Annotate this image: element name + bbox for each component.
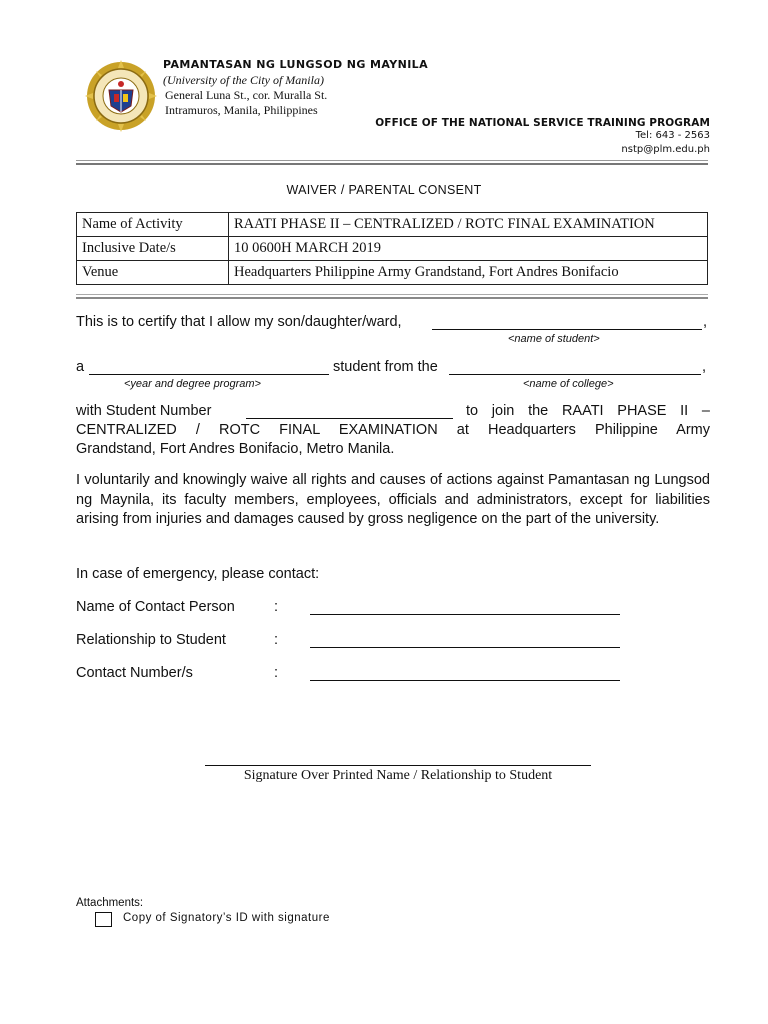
header-divider	[76, 160, 708, 161]
college-hint: <name of college>	[523, 378, 614, 390]
id-copy-checkbox[interactable]	[95, 912, 112, 927]
contact-person-field[interactable]	[310, 614, 620, 615]
table-divider-thick	[76, 297, 708, 299]
relationship-label: Relationship to Student	[76, 632, 226, 648]
waiver-paragraph: I voluntarily and knowingly waive all rights and causes of actions against Pamantasan ng Lungsod ng Maynila, its faculty members, employees, officials and administrators, except for liabilities arising from injuries and damages caused by gross negligence on the part of the university.	[76, 472, 710, 527]
signature-caption: Signature Over Printed Name / Relationship to Student	[243, 768, 553, 783]
university-name: PAMANTASAN NG LUNGSOD NG MAYNILA	[163, 58, 429, 71]
address-line-1: General Luna St., cor. Muralla St.	[165, 88, 328, 102]
venue-label: Venue	[77, 261, 229, 285]
article-a: a	[76, 359, 85, 375]
contact-person-label: Name of Contact Person	[76, 599, 235, 615]
year-degree-hint: <year and degree program>	[124, 378, 261, 390]
signature-field[interactable]	[205, 765, 591, 766]
venue-value: Headquarters Philippine Army Grandstand, Fort Andres Bonifacio	[229, 261, 708, 285]
comma: ,	[702, 359, 707, 375]
join-text: to join the RAATI PHASE II –	[466, 403, 710, 419]
attachment-item: Copy of Signatory’s ID with signature	[123, 912, 330, 924]
student-from-text: student from the	[333, 359, 438, 375]
address-line-2: Intramuros, Manila, Philippines	[165, 103, 318, 117]
relationship-field[interactable]	[310, 647, 620, 648]
attachments-heading: Attachments:	[76, 897, 144, 909]
activity-label: Name of Activity	[77, 213, 229, 237]
student-number-text: with Student Number	[76, 403, 212, 419]
colon: :	[274, 599, 279, 615]
colon: :	[274, 632, 279, 648]
student-name-field[interactable]	[432, 329, 702, 330]
table-row	[77, 213, 708, 237]
email: nstp@plm.edu.ph	[621, 144, 710, 155]
university-english-name: (University of the City of Manila)	[163, 73, 324, 87]
activity-line: CENTRALIZED / ROTC FINAL EXAMINATION at Headquarters Philippine Army	[76, 422, 710, 438]
table-divider	[76, 294, 708, 295]
student-number-field[interactable]	[246, 418, 453, 419]
telephone: Tel: 643 - 2563	[635, 130, 710, 141]
document-title: WAIVER / PARENTAL CONSENT	[286, 183, 482, 197]
date-label: Inclusive Date/s	[77, 237, 229, 261]
colon: :	[274, 665, 279, 681]
activity-table	[76, 212, 708, 285]
student-name-hint: <name of student>	[508, 333, 600, 345]
office-name: OFFICE OF THE NATIONAL SERVICE TRAINING PROGRAM	[375, 117, 710, 129]
emergency-intro: In case of emergency, please contact:	[76, 566, 320, 582]
contact-number-label: Contact Number/s	[76, 665, 193, 681]
table-row	[77, 261, 708, 285]
university-seal-icon	[85, 60, 157, 132]
table-row	[77, 237, 708, 261]
year-degree-field[interactable]	[89, 374, 329, 375]
certify-text: This is to certify that I allow my son/daughter/ward,	[76, 314, 402, 330]
venue-line: Grandstand, Fort Andres Bonifacio, Metro Manila.	[76, 441, 395, 457]
activity-value: RAATI PHASE II – CENTRALIZED / ROTC FINAL EXAMINATION	[229, 213, 708, 237]
date-value: 10 0600H MARCH 2019	[229, 237, 708, 261]
college-field[interactable]	[449, 374, 701, 375]
comma: ,	[703, 314, 708, 330]
header-divider-thick	[76, 163, 708, 165]
contact-number-field[interactable]	[310, 680, 620, 681]
